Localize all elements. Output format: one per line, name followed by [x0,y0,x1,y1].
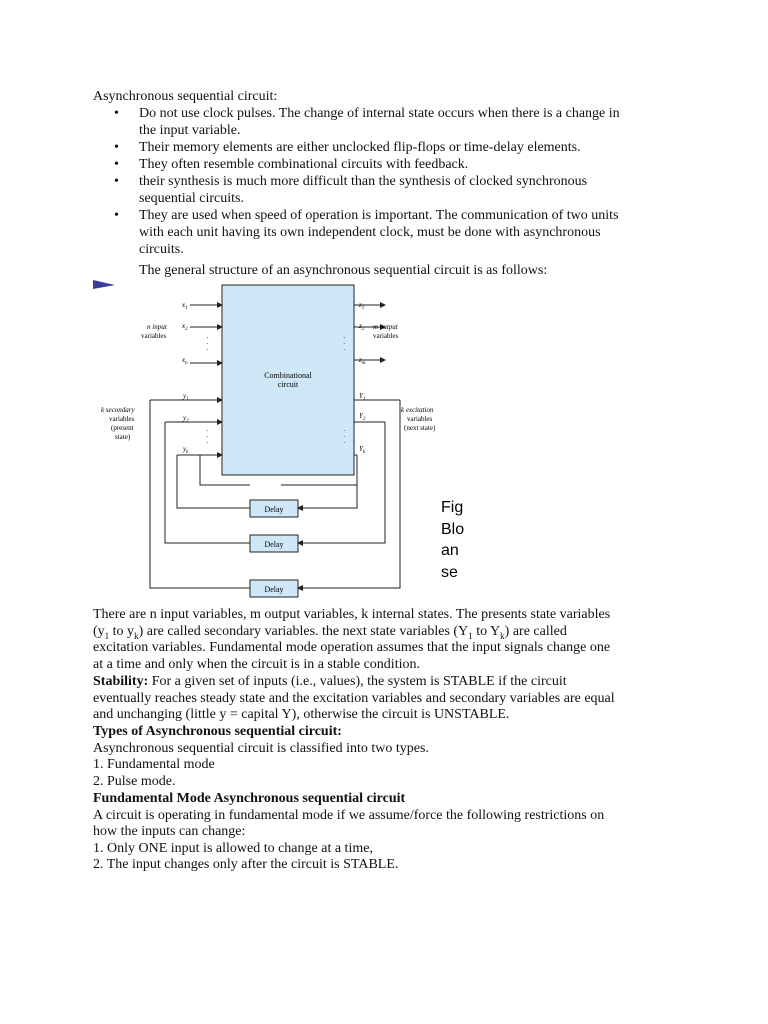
label-xn: $x_n$ [182,356,188,366]
inputs-label-1: n input [147,323,167,331]
label-x1: $x_1$ [182,301,188,311]
bullet-icon: • [114,140,119,155]
label-y2: $y_2$ [183,414,189,424]
bullet-icon: • [114,208,119,223]
dots: · [343,439,346,447]
bullet-list [93,105,693,258]
dots: · [343,427,346,435]
caption-fragment: an [441,542,459,559]
dots: · [343,340,346,348]
caption-fragment: Blo [441,521,465,538]
bullet-icon: • [114,174,119,189]
label-Yk: $Y_k$ [359,445,366,455]
stability-title: Stability: [93,674,149,689]
types-title: Types of Asynchronous sequential circuit: [93,724,342,739]
label-z2: $z_2$ [359,322,365,332]
block-label-1: Combinational [264,371,312,380]
dots: · [206,340,209,348]
label-Y2: $Y_2$ [359,412,366,422]
dots: · [206,346,209,354]
list-item: • Do not use clock pulses. The change of internal state occurs when there is a change in the input variable. [114,106,620,138]
list-item: • Their memory elements are either unclocked flip-flops or time-delay elements. [114,140,581,155]
label-yk: $y_k$ [183,445,189,455]
delay-label: Delay [264,505,284,514]
secondary-label-2: variables [109,415,135,423]
secondary-label-3: (present [111,424,134,432]
dots: · [206,334,209,342]
caption-fragment: se [441,564,458,581]
dots: · [206,439,209,447]
excitation-label-1: k excitation [401,406,434,414]
label-x2: $x_2$ [182,322,188,332]
paragraph-stability: Stability: For a given set of inputs (i.e., values), the system is STABLE if the circuit eventually reaches steady state and the excitation variables and secondary variables are equal and unchanging (little y = capital Y), otherwise the circuit is UNSTABLE. [93,674,615,723]
dots: · [206,427,209,435]
secondary-label-1: k secondary [101,406,135,414]
paragraph-variables: There are n input variables, m output variables, k internal states. The presents state variables ($y_1$ to $y_k$) are called secondary variables. the next state variables ($Y_1$ to $Y_k$) are called excitation variables. Fundamental mode operation assumes that the input signals change one at a time and only when the circuit is in a stable condition. [93,607,611,672]
delay-label: Delay [264,540,284,549]
excitation-label-2: variables [407,415,433,423]
circuit-diagram [95,280,475,600]
label-zm: $z_m$ [359,356,366,366]
label-Y1: $Y_1$ [359,392,366,402]
excitation-label-3: (next state) [404,424,436,432]
paragraph-types: Types of Asynchronous sequential circuit: Asynchronous sequential circuit is classified into two types. 1. Fundamental mode 2. Pulse mode. [93,724,683,790]
dots: · [343,433,346,441]
label-z1: $z_1$ [359,301,365,311]
fundamental-title: Fundamental Mode Asynchronous sequential circuit [93,791,406,806]
dots: · [343,334,346,342]
list-item: • They often resemble combinational circuits with feedback. [114,157,469,172]
dots: · [206,433,209,441]
inputs-label-2: variables [141,332,167,340]
block-label-2: circuit [277,380,299,389]
dots: · [343,346,346,354]
list-item: • They are used when speed of operation is important. The communication of two units with each unit having its own independent clock, must be done with asynchronous circuits. [114,208,619,257]
label-y1: $y_1$ [183,392,189,402]
paragraph-fundamental: Fundamental Mode Asynchronous sequential circuit A circuit is operating in fundamental mode if we assume/force the following restrictions on how the inputs can change: 1. Only ONE input is allowed to change at a time, 2. The input changes only after the circuit is STABLE. [93,791,683,874]
bullet-icon: • [114,106,119,121]
bullet-icon: • [114,157,119,172]
list-item: • their synthesis is much more difficult than the synthesis of clocked synchronous sequential circuits. [114,174,588,206]
outputs-label-2: variables [373,332,399,340]
delay-label: Delay [264,585,284,594]
caption-fragment: Fig [441,499,464,516]
secondary-label-4: state) [115,433,131,441]
intro-line: The general structure of an asynchronous sequential circuit is as follows: [139,263,548,278]
section-heading: Asynchronous sequential circuit: [93,89,278,104]
outputs-label-1: m output [373,323,398,331]
